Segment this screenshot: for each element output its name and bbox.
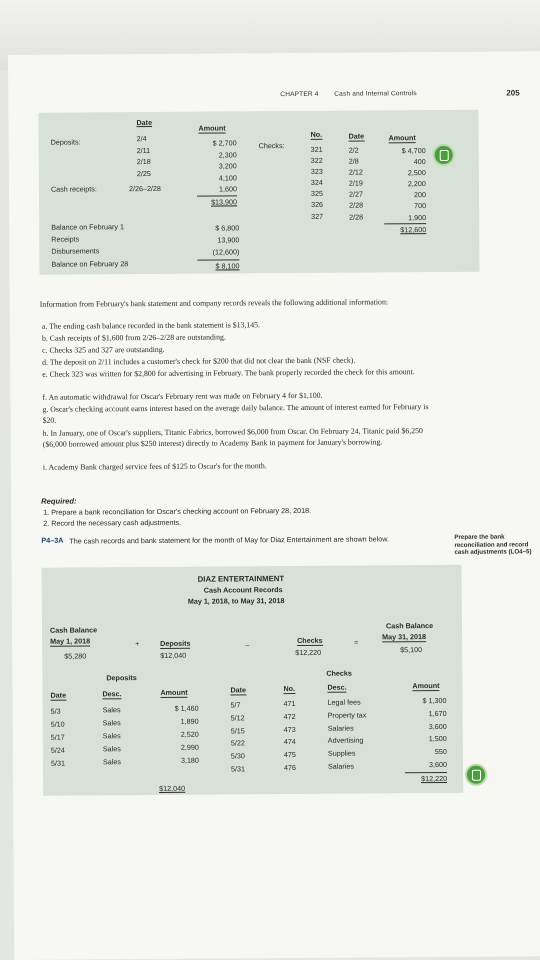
required-item-2: 2. Record the necessary cash adjustments.: [43, 517, 182, 528]
table-row: Sales: [102, 705, 121, 715]
info-item-g: g. Oscar's checking account earns interest based on the average daily balance. The amount of interest earned for February is $20.: [42, 402, 429, 425]
margin-note-line: cash adjustments (LO4–5): [454, 548, 532, 557]
table-row: 3,180: [180, 755, 199, 765]
green-resource-icon[interactable]: [433, 144, 455, 166]
company-title: DIAZ ENTERTAINMENT: [197, 574, 285, 584]
dep-amounts: [159, 702, 199, 767]
margin-note: [454, 533, 531, 556]
table-row: 3,600: [428, 721, 447, 731]
chk-dates: [231, 699, 246, 776]
dep-date-header: Date: [50, 690, 67, 700]
table-row: 2,990: [180, 742, 199, 752]
list-item: 324: [310, 178, 323, 188]
cash-records-box: [38, 110, 479, 275]
table-row: Salaries: [327, 761, 354, 771]
problem-label: P4–3A: [41, 535, 64, 545]
chk-total: $12,220: [421, 773, 448, 783]
list-item: 2/25: [136, 168, 151, 178]
list-item: 325: [310, 189, 324, 199]
list-item: 2/28: [349, 200, 364, 211]
list-item: 323: [310, 166, 323, 177]
begin-balance-value: $5,280: [64, 651, 87, 661]
list-item: $ 4,700: [401, 146, 426, 156]
checks-date-header: Date: [348, 131, 365, 141]
table-row: 476: [283, 762, 297, 773]
table-row: 5/15: [230, 725, 245, 736]
summary-label: Balance on February 28: [51, 258, 129, 269]
table-row: 474: [283, 737, 296, 747]
table-row: $ 1,300: [422, 695, 447, 706]
records-period: May 1, 2018, to May 31, 2018: [187, 596, 285, 606]
table-row: Legal fees: [327, 697, 361, 707]
records-subtitle: Cash Account Records: [203, 585, 283, 595]
table-row: 5/24: [50, 745, 65, 755]
dep-dates: [51, 705, 65, 770]
list-item: 2,200: [407, 179, 426, 189]
summary-value: 13,900: [217, 235, 240, 245]
table-row: 1,500: [428, 734, 447, 744]
checks-amount-header: Amount: [388, 133, 416, 143]
table-row: Salaries: [327, 723, 354, 733]
minus-sign: –: [245, 640, 250, 650]
list-item: 2/12: [348, 167, 363, 177]
info-item-h: h. In January, one of Oscar's suppliers, Titanic Fabrics, borrowed $6,000 from Oscar. On February 24, Titanic paid $6,250 ($6,000 borrowed amount plus $250 interest) directly to Academy Bank in payment for January's borrowing.: [42, 426, 423, 449]
info-item-e: e. Check 323 was written for $2,800 for advertising in February. The bank properly recorded the check for this amount.: [42, 367, 415, 379]
table-row: 1,890: [180, 716, 199, 726]
checks-summary-value: $12,220: [295, 647, 322, 658]
margin-note-line: Prepare the bank: [454, 533, 505, 541]
page-number: 205: [506, 88, 520, 98]
section-title: Cash and Internal Controls: [334, 90, 417, 98]
end-balance-value: $5,100: [400, 645, 423, 655]
dep-total: $12,040: [159, 783, 186, 793]
list-item: 327: [311, 211, 324, 221]
deposit-dates: [137, 133, 151, 179]
dep-desc: [103, 703, 121, 768]
list-item: 400: [413, 157, 426, 167]
table-row: 1,670: [428, 708, 447, 718]
deposits-summary-value: $12,040: [160, 650, 187, 660]
checks-section-title: Checks: [326, 668, 352, 678]
list-item: 2/28: [349, 212, 364, 222]
end-balance-label-1: Cash Balance: [385, 621, 434, 631]
dep-desc-header: Desc.: [102, 689, 122, 699]
info-item-b: b. Cash receipts of $1,600 from 2/26–2/28 are outstanding.: [41, 332, 226, 343]
info-item-i: i. Academy Bank charged service fees of $125 to Oscar's for the month.: [42, 461, 267, 472]
list-item: 2/19: [348, 178, 363, 188]
diaz-cash-records-box: [42, 565, 464, 796]
list-item: 2/27: [348, 189, 364, 199]
chk-desc-header: Desc.: [327, 682, 347, 692]
list-item: 326: [311, 200, 324, 210]
info-item-a: a. The ending cash balance recorded in the bank statement is $13,145.: [41, 320, 261, 331]
chk-amount-header: Amount: [412, 681, 440, 691]
chk-desc: [327, 697, 366, 774]
deposits-summary-label: Deposits: [160, 638, 191, 648]
table-row: Supplies: [327, 748, 356, 758]
summary-label: Receipts: [51, 234, 80, 244]
begin-balance-label-1: Cash Balance: [49, 625, 98, 635]
deposits-label: Deposits:: [50, 137, 81, 147]
required-heading: Required:: [41, 496, 77, 506]
info-item-d: d. The deposit on 2/11 includes a customer's check for $200 that did not clear the bank (NSF check).: [42, 355, 356, 367]
list-item: 2,500: [407, 168, 426, 178]
table-row: 471: [283, 699, 296, 709]
table-row: 5/7: [230, 700, 241, 710]
info-item-c: c. Checks 325 and 327 are outstanding.: [42, 344, 165, 355]
table-row: Sales: [102, 718, 121, 728]
check-total: $12,600: [400, 224, 427, 234]
chk-no-header: No.: [283, 684, 296, 694]
end-balance-label-2: May 31, 2018: [382, 632, 427, 642]
plus-sign: +: [135, 639, 140, 649]
date-header: Date: [136, 117, 153, 128]
table-row: 475: [283, 750, 296, 760]
list-item: 2/11: [136, 145, 151, 155]
table-row: 5/17: [50, 732, 65, 742]
check-dates: [349, 145, 364, 223]
table-row: Sales: [102, 731, 121, 741]
chk-amounts: [404, 695, 447, 786]
check-numbers: [311, 144, 324, 222]
table-row: 5/12: [230, 713, 245, 723]
table-row: Sales: [102, 757, 121, 767]
summary-label: Disbursements: [51, 246, 100, 257]
chk-numbers: [283, 698, 296, 775]
table-row: 5/30: [230, 751, 245, 761]
list-item: 700: [414, 201, 427, 211]
green-resource-icon[interactable]: [465, 764, 487, 786]
summary-value: (12,600): [197, 247, 239, 260]
info-item-f: f. An automatic withdrawal for Oscar's February rent was made on February 4 for $1,100.: [42, 390, 323, 402]
table-row: $ 1,460: [174, 703, 199, 713]
table-row: 5/22: [230, 738, 245, 748]
equals-sign: =: [354, 637, 359, 647]
summary-values: [197, 222, 239, 272]
list-item: 321: [310, 144, 323, 154]
chapter-label: CHAPTER 4: [280, 90, 319, 99]
list-item: 2/8: [348, 156, 359, 166]
table-row: Sales: [102, 744, 121, 754]
list-item: 200: [413, 190, 427, 200]
cash-receipts-label: Cash receipts:: [50, 184, 97, 194]
summary-value: $ 8,100: [215, 260, 240, 271]
receipts-date: 2/26–2/28: [128, 183, 161, 194]
list-item: 2/18: [136, 157, 151, 167]
deposit-amounts: [197, 137, 237, 208]
list-item: 1,600: [197, 184, 237, 197]
list-item: 1,900: [384, 212, 426, 224]
problem-text: The cash records and bank statement for the month of May for Diaz Entertainment are shown below.: [69, 534, 390, 546]
table-row: 5/31: [50, 758, 65, 768]
table-row: 472: [283, 711, 296, 721]
list-item: $ 2,700: [212, 138, 237, 148]
list-item: 4,100: [218, 173, 237, 183]
summary-value: $ 6,800: [215, 223, 240, 233]
deposit-total: $13,900: [211, 197, 238, 207]
list-item: 322: [310, 155, 323, 165]
dep-amount-header: Amount: [160, 687, 188, 697]
required-item-1: 1. Prepare a bank reconciliation for Oscar's checking account on February 28, 2018.: [43, 505, 312, 517]
check-amounts: [384, 145, 427, 235]
deposits-section-title: Deposits: [106, 673, 137, 683]
table-row: 2,520: [180, 729, 199, 739]
list-item: 3,200: [218, 161, 237, 171]
begin-balance-label-2: May 1, 2018: [50, 636, 91, 646]
table-row: Property tax: [327, 710, 367, 720]
table-row: 5/31: [230, 764, 246, 774]
table-row: 3,600: [405, 759, 447, 773]
chk-date-header: Date: [230, 685, 247, 695]
table-row: 5/3: [50, 706, 61, 716]
list-item: 2,300: [218, 149, 237, 160]
checks-summary-label: Checks: [297, 635, 323, 645]
info-intro: Information from February's bank statement and company records reveals the following additional information:: [39, 297, 389, 309]
table-row: 550: [434, 747, 447, 757]
amount-header: Amount: [198, 123, 226, 133]
table-row: 473: [283, 724, 296, 734]
table-row: 5/10: [50, 719, 65, 729]
list-item: 2/2: [348, 145, 359, 155]
list-item: 2/4: [136, 134, 147, 144]
summary-labels: [51, 221, 128, 270]
checks-label: Checks:: [258, 141, 285, 151]
textbook-page: [8, 51, 540, 960]
margin-note-line: reconciliation and record: [454, 540, 529, 549]
checks-no-header: No.: [310, 129, 323, 139]
summary-label: Balance on February 1: [51, 222, 124, 232]
table-row: Advertising: [327, 735, 364, 746]
